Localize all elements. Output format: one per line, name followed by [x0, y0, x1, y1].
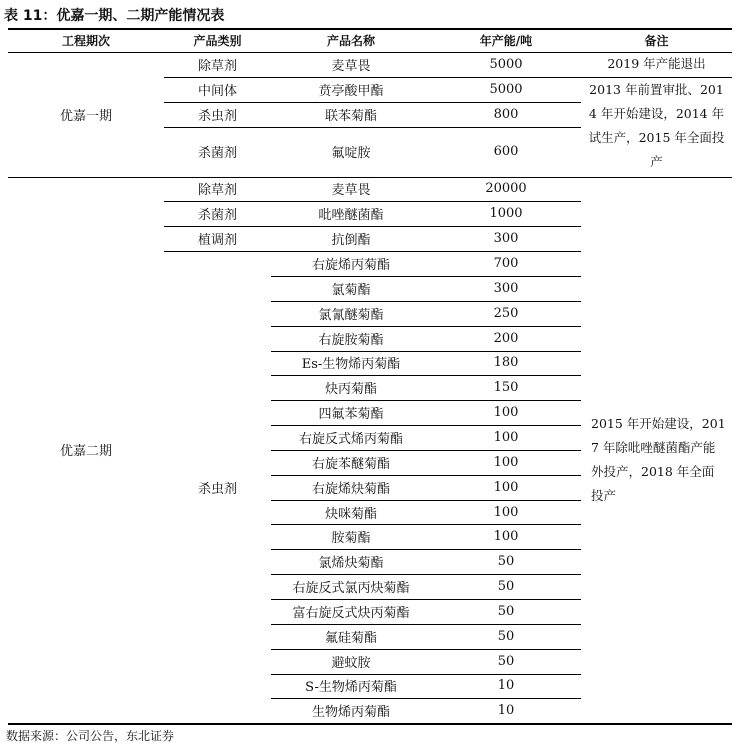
product-name: 四氟苯菊酯	[318, 407, 384, 423]
product-capacity: 100	[493, 429, 519, 445]
product-name: 麦草畏	[331, 58, 371, 74]
product-capacity: 250	[493, 305, 519, 321]
product-capacity: 50	[497, 628, 515, 644]
product-capacity: 50	[497, 579, 515, 595]
product-category: 除草剂	[197, 58, 237, 74]
product-capacity: 100	[493, 504, 519, 520]
phase-name: 优嘉一期	[59, 108, 112, 124]
product-capacity: 100	[493, 454, 519, 470]
note-text: 2019 年产能退出	[607, 56, 706, 71]
header-cell: 产品类别	[193, 34, 242, 48]
product-name: 氯氰醚菊酯	[318, 307, 384, 323]
header-cell: 产品名称	[326, 34, 375, 48]
product-capacity: 50	[497, 603, 515, 619]
product-capacity: 10	[497, 703, 515, 719]
product-name: 氟啶胺	[331, 146, 371, 162]
product-category: 杀菌剂	[197, 208, 237, 224]
product-capacity: 50	[497, 554, 515, 570]
product-name: Es-生物烯丙菊酯	[301, 357, 401, 373]
product-name: 贲亭酸甲酯	[318, 83, 384, 99]
product-capacity: 600	[493, 144, 519, 160]
phase-notes	[581, 52, 732, 177]
product-category: 杀虫剂	[197, 481, 237, 497]
product-capacity: 800	[493, 106, 519, 122]
capacity-table	[8, 28, 732, 724]
note-text: 2015 年开始建设，2017 年除吡唑醚菌酯产能外投产，2018 年全面投产	[591, 415, 726, 503]
product-capacity: 200	[493, 330, 519, 346]
product-name: 生物烯丙菊酯	[311, 705, 390, 721]
product-name: 麦草畏	[331, 183, 371, 199]
product-capacity: 700	[493, 256, 519, 272]
product-name: 氯菊酯	[331, 282, 371, 298]
product-capacity: 100	[493, 479, 519, 495]
product-name: 炔丙菊酯	[324, 382, 377, 398]
product-category: 除草剂	[197, 183, 237, 199]
phase-name: 优嘉二期	[59, 444, 112, 460]
data-source: 数据来源：公司公告，东北证券	[6, 729, 175, 743]
product-category: 中间体	[197, 83, 237, 99]
product-capacity: 100	[493, 405, 519, 421]
phase-notes	[581, 177, 732, 724]
product-name: 右旋烯炔菊酯	[311, 481, 390, 497]
header-cell: 备注	[644, 34, 669, 48]
product-name: 右旋反式烯丙菊酯	[298, 431, 403, 447]
product-name: 避蚊胺	[331, 655, 371, 671]
note-text: 2013 年前置审批、2014 年开始建设，2014 年试生产，2015 年全面投产	[588, 81, 725, 169]
product-name: 联苯菊酯	[324, 108, 377, 124]
product-capacity: 5000	[489, 81, 523, 97]
header-cell: 年产能/吨	[479, 34, 533, 48]
product-name: 右旋胺菊酯	[318, 332, 384, 348]
product-name: 右旋反式氯丙炔菊酯	[292, 581, 410, 597]
product-category: 杀虫剂	[197, 108, 237, 124]
phase-rule	[8, 723, 732, 725]
product-capacity: 180	[493, 355, 519, 371]
product-capacity: 50	[497, 653, 515, 669]
product-capacity: 20000	[485, 181, 527, 197]
product-name: 抗倒酯	[331, 233, 371, 249]
product-capacity: 150	[493, 380, 519, 396]
product-capacity: 300	[493, 231, 519, 247]
table-title: 表 11：优嘉一期、二期产能情况表	[4, 8, 225, 24]
product-capacity: 10	[497, 678, 515, 694]
product-name: 胺菊酯	[331, 531, 371, 547]
product-name: 右旋烯丙菊酯	[311, 258, 390, 274]
product-name: S-生物烯丙菊酯	[305, 680, 397, 696]
product-capacity: 1000	[489, 206, 523, 222]
product-name: 氟硅菊酯	[324, 630, 377, 646]
product-category: 植调剂	[197, 233, 237, 249]
header-cell: 工程期次	[61, 34, 110, 48]
product-name: 吡唑醚菌酯	[318, 208, 384, 224]
product-capacity: 5000	[489, 56, 523, 72]
product-name: 右旋苯醚菊酯	[311, 456, 390, 472]
product-capacity: 300	[493, 280, 519, 296]
product-capacity: 100	[493, 529, 519, 545]
product-category: 杀菌剂	[197, 146, 237, 162]
product-name: 炔咪菊酯	[324, 506, 377, 522]
product-name: 富右旋反式炔丙菊酯	[292, 605, 410, 621]
product-name: 氯烯炔菊酯	[318, 556, 384, 572]
